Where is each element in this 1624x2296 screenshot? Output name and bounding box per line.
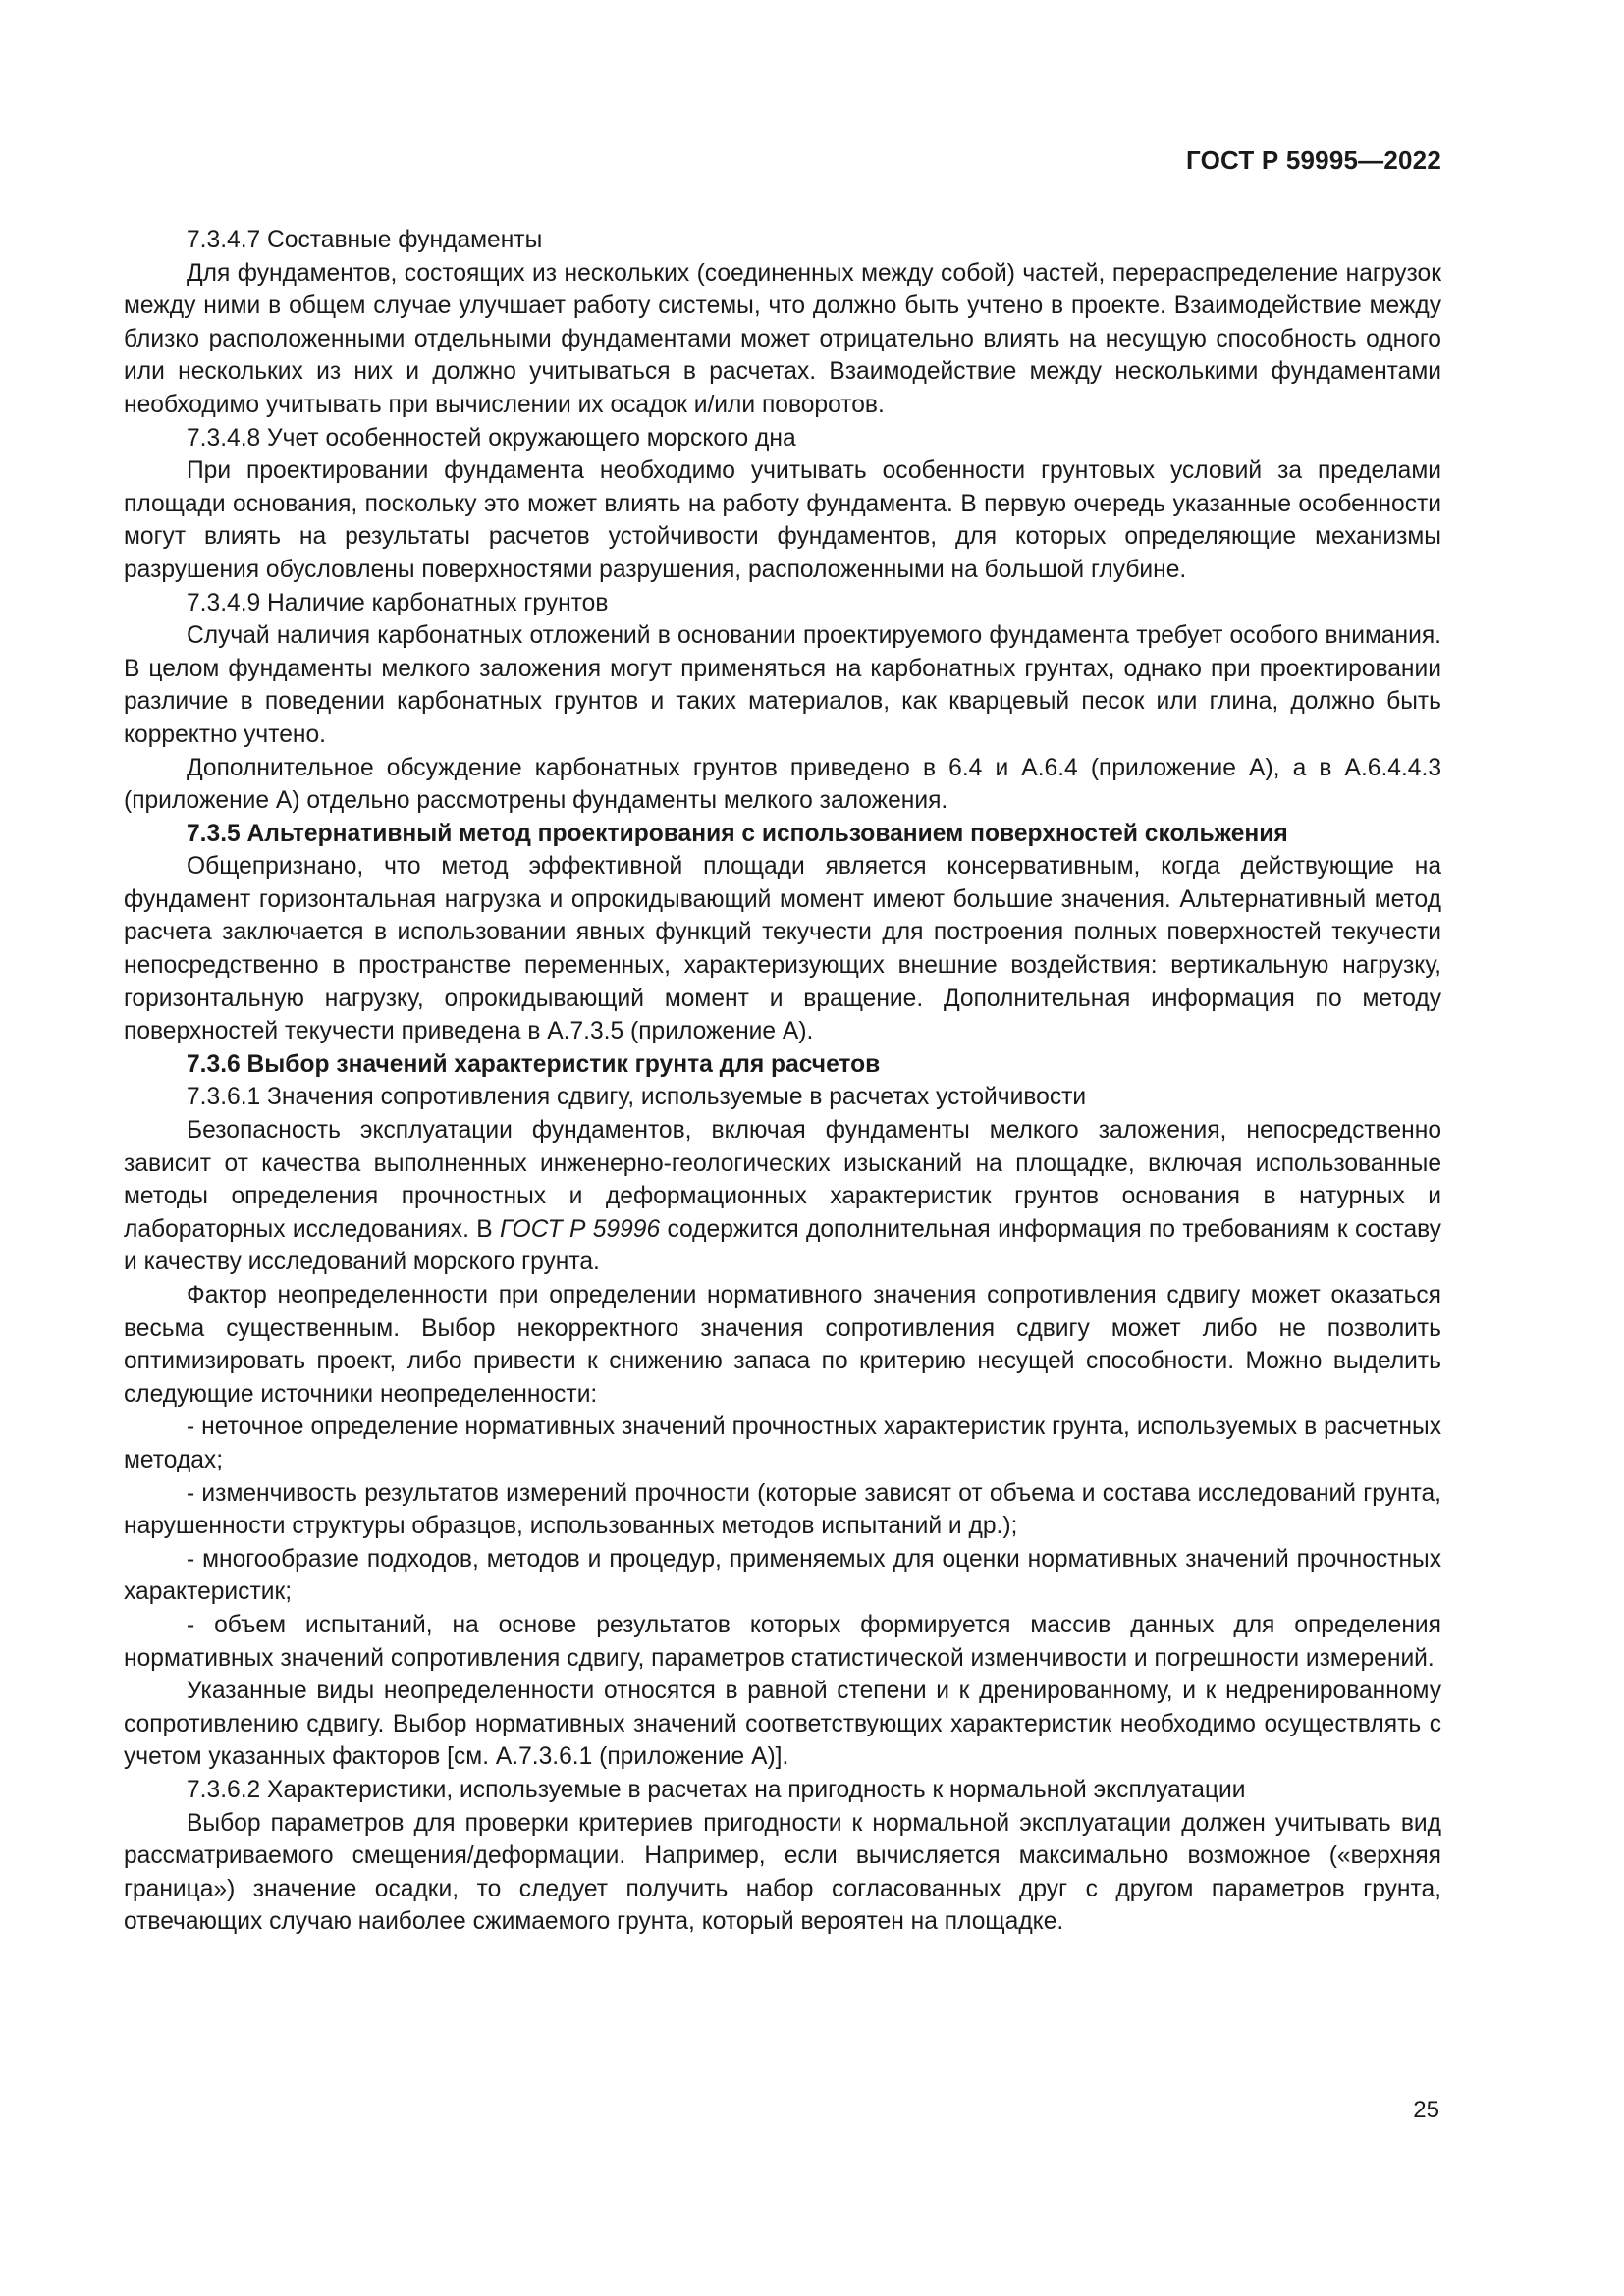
paragraph-alternative-method: Общепризнано, что метод эффективной площади является консервативным, когда действующие на фундамент горизонтальная нагрузка и опрокидывающий момент имеют большие значения. Альтернативный метод расчета заключается в использовании явных функций текучести для построения полных поверхностей текучести непосредственно в пространстве переменных, характеризующих внешние воздействия: вертикальную нагрузку, горизонтальную нагрузку, опрокидывающий момент и вращение. Дополнительная информация по методу поверхностей текучести приведена в А.7.3.5 (приложение А). — [124, 853, 1441, 1045]
standard-reference: ГОСТ Р 59996 — [500, 1215, 661, 1243]
list-item: - неточное определение нормативных значений прочностных характеристик грунта, используемых в расчетных методах; — [124, 1414, 1441, 1473]
subsection-heading-7-3-4-7: 7.3.4.7 Составные фундаменты — [187, 227, 543, 253]
subsection-heading-7-3-4-9: 7.3.4.9 Наличие карбонатных грунтов — [187, 589, 609, 616]
list-item: - объем испытаний, на основе результатов которых формируется массив данных для определения нормативных значений сопротивления сдвигу, параметров статистической изменчивости и погрешности измерений. — [124, 1611, 1441, 1672]
subsection-heading-7-3-6-1: 7.3.6.1 Значения сопротивления сдвигу, используемые в расчетах устойчивости — [187, 1084, 1087, 1111]
paragraph-seabed-features: При проектировании фундамента необходимо учитывать особенности грунтовых условий за пределами площади основания, поскольку это может влиять на работу фундамента. В первую очередь указанные особенности могут влиять на результаты расчетов устойчивости фундаментов, для которых определяющие механизмы разрушения обусловлены поверхностями разрушения, расположенными на большой глубине. — [124, 457, 1441, 583]
paragraph-safety-dependence — [124, 1114, 1441, 1279]
document-body — [124, 224, 1441, 1939]
paragraph-carbonate-reference: Дополнительное обсуждение карбонатных грунтов приведено в 6.4 и А.6.4 (приложение А), а в А.6.4.4.3 (приложение А) отдельно рассмотрены фундаменты мелкого заложения. — [124, 754, 1441, 815]
section-heading-7-3-5: 7.3.5 Альтернативный метод проектирования с использованием поверхностей скольжения — [187, 820, 1288, 847]
paragraph-uncertainty-types: Указанные виды неопределенности относятся в равной степени и к дренированному, и к недренированному сопротивлению сдвигу. Выбор нормативных значений соответствующих характеристик необходимо осуществлять с учетом указанных факторов [см. А.7.3.6.1 (приложение А)]. — [124, 1678, 1441, 1771]
paragraph-text-part: содержится дополнительная информация по требованиям к составу и качеству исследований морского грунта. — [124, 1215, 1441, 1276]
paragraph-text-part: Безопасность эксплуатации фундаментов, включая фундаменты мелкого заложения, непосредственно зависит от качества выполненных инженерно-геологических изысканий на площадке, включая использованные методы определения прочностных и деформационных характеристик грунтов основания в натурных и лабораторных исследованиях. В — [124, 1117, 1441, 1243]
paragraph-uncertainty-factor: Фактор неопределенности при определении нормативного значения сопротивления сдвигу может оказаться весьма существенным. Выбор некорректного значения сопротивления сдвигу может либо не позволить оптимизировать проект, либо привести к снижению запаса по критерию несущей способности. Можно выделить следующие источники неопределенности: — [124, 1282, 1441, 1408]
section-heading-7-3-6: 7.3.6 Выбор значений характеристик грунта для расчетов — [187, 1050, 881, 1078]
list-item: - изменчивость результатов измерений прочности (которые зависят от объема и состава исследований грунта, нарушенности структуры образцов, использованных методов испытаний и др.); — [124, 1479, 1441, 1540]
subsection-heading-7-3-6-2: 7.3.6.2 Характеристики, используемые в расчетах на пригодность к нормальной эксплуатации — [187, 1776, 1246, 1803]
paragraph-carbonate-soils: Случай наличия карбонатных отложений в основании проектируемого фундамента требует особого внимания. В целом фундаменты мелкого заложения могут применяться на карбонатных грунтах, однако при проектировании различие в поведении карбонатных грунтов и таких материалов, как кварцевый песок или глина, должно быть корректно учтено. — [124, 622, 1441, 748]
document-code-header: ГОСТ Р 59995—2022 — [1186, 145, 1441, 175]
page-number: 25 — [1413, 2097, 1439, 2123]
paragraph-composite-foundations: Для фундаментов, состоящих из нескольких (соединенных между собой) частей, перераспределение нагрузок между ними в общем случае улучшает работу системы, что должно быть учтено в проекте. Взаимодействие между близко расположенными отдельными фундаментами может отрицательно влиять на несущую способность одного или нескольких из них и должно учитываться в расчетах. Взаимодействие между несколькими фундаментами необходимо учитывать при вычислении их осадок и/или поворотов. — [124, 259, 1441, 418]
list-item: - многообразие подходов, методов и процедур, применяемых для оценки нормативных значений прочностных характеристик; — [124, 1545, 1441, 1606]
subsection-heading-7-3-4-8: 7.3.4.8 Учет особенностей окружающего морского дна — [187, 424, 796, 452]
paragraph-serviceability-parameters: Выбор параметров для проверки критериев пригодности к нормальной эксплуатации должен учитывать вид рассматриваемого смещения/деформации. Например, если вычисляется максимально возможное («верхняя граница») значение осадки, то следует получить набор согласованных друг с другом параметров грунта, отвечающих случаю наиболее сжимаемого грунта, который вероятен на площадке. — [124, 1809, 1441, 1936]
